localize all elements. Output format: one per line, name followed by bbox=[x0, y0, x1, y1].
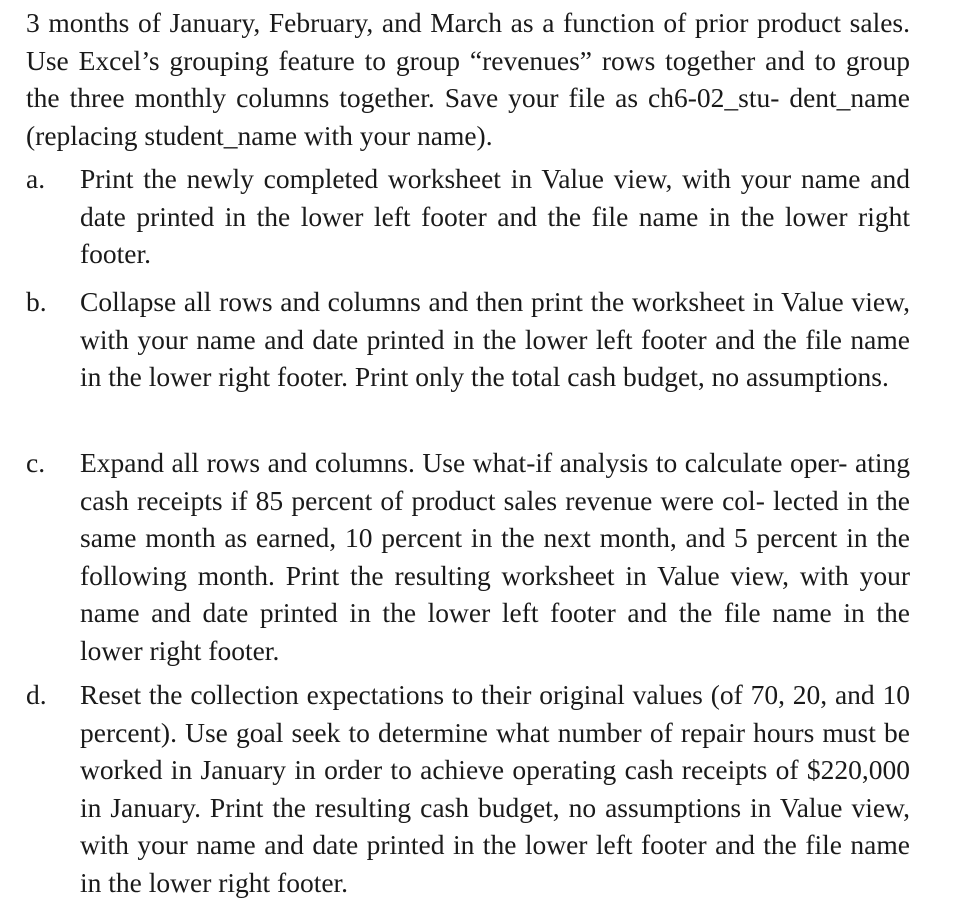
list-item-text: Print the newly completed worksheet in Value view, with your name and date printed in the lower left footer and the file name in the lower right footer. bbox=[80, 163, 910, 269]
list-marker: a. bbox=[26, 163, 46, 194]
list-item-c bbox=[26, 444, 910, 669]
intro-paragraph: 3 months of January, February, and March as a function of prior product sales. Use Excel’s grouping feature to group “revenues” rows together and to group the three monthly columns together. Save your file as ch6-02_stu- dent_name (replacing student_name with your name). bbox=[26, 7, 910, 151]
list-item-text: Expand all rows and columns. Use what-if analysis to calculate oper- ating cash receipts if 85 percent of product sales revenue were col- lected in the same month as earned, 10 percent in the next month, and 5 percent in the following month. Print the resulting worksheet in Value view, with your name and date printed in the lower left footer and the file name in the lower right footer. bbox=[80, 447, 910, 666]
list-item-text: Collapse all rows and columns and then print the worksheet in Value view, with your name and date printed in the lower left footer and the file name in the lower right footer. Print only the total cash budget, no assumptions. bbox=[80, 286, 910, 392]
list-item-text: Reset the collection expectations to their original values (of 70, 20, and 10 percent). Use goal seek to determine what number of repair hours must be worked in January in order to achieve operating cash receipts of $220,000 in January. Print the resulting cash budget, no assumptions in Value view, with your name and date printed in the lower left footer and the file name in the lower right footer. bbox=[80, 679, 910, 898]
list-item-a bbox=[26, 160, 910, 273]
list-marker: d. bbox=[26, 679, 47, 710]
list-marker: c. bbox=[26, 447, 46, 478]
list-item-b bbox=[26, 283, 910, 396]
list-marker: b. bbox=[26, 286, 47, 317]
list-item-d bbox=[26, 676, 910, 901]
